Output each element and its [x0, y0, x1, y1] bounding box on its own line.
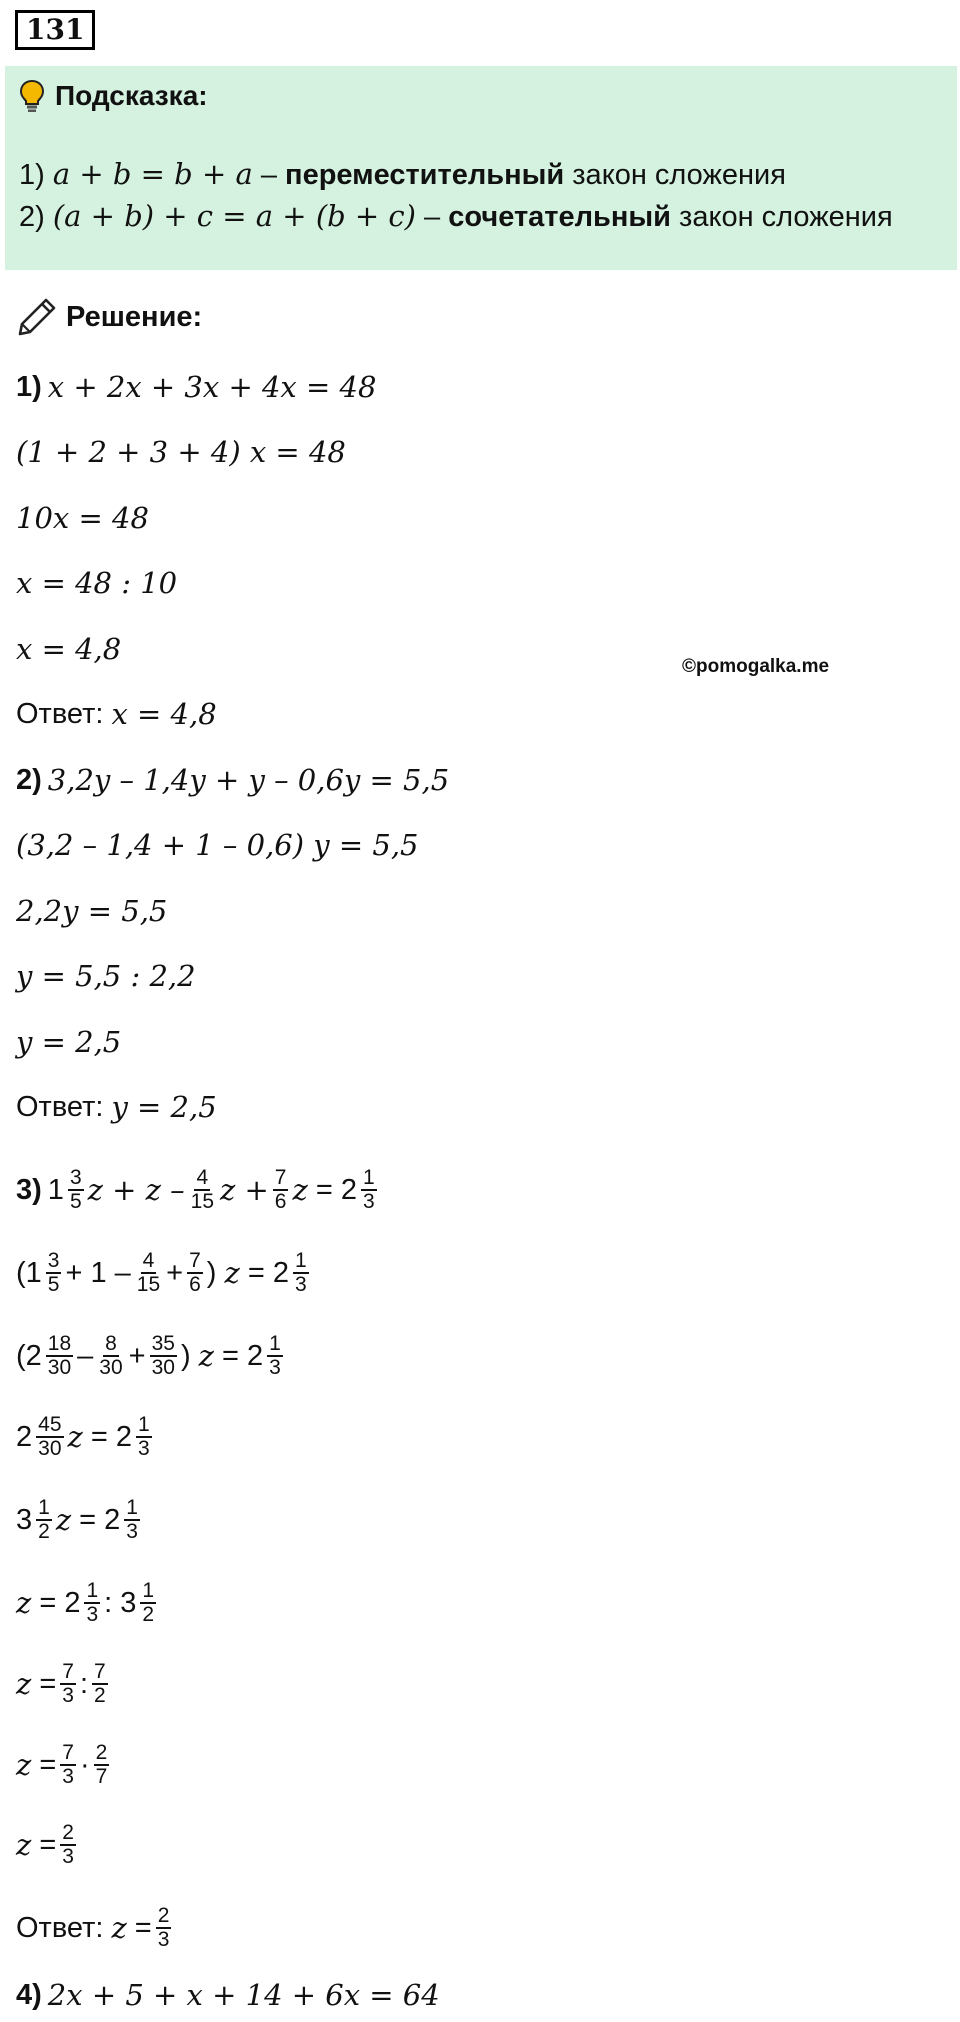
p3-line-2: (1 $\frac{3}{5}$ + 1 – $\frac{4}{15}$ + $\frac{7}{6}$ ) z = 2 $\frac{1}{3}$: [16, 1249, 307, 1296]
p3-line-3: (2 $\frac{18}{30}$ – $\frac{8}{30}$ + $\frac{35}{30}$ ) z = 2 $\frac{1}{3}$: [16, 1332, 281, 1379]
fraction: $\frac{4}{15}$: [136, 1249, 161, 1296]
p1-line-5: x = 4,8: [16, 632, 122, 666]
fraction: $\frac{1}{3}$: [137, 1413, 150, 1460]
p1-answer: Ответ: x = 4,8: [16, 697, 217, 731]
task-number: 131: [15, 10, 95, 50]
fraction: $\frac{1}{3}$: [126, 1496, 138, 1543]
p2-line-4: y = 5,5 : 2,2: [16, 959, 196, 993]
fraction: $\frac{35}{30}$: [151, 1332, 175, 1379]
p2-line-1: 2) 3,2y – 1,4y + y – 0,6y = 5,5: [16, 763, 450, 797]
p3-line-4: 2 $\frac{45}{30}$ z = 2 $\frac{1}{3}$: [16, 1413, 150, 1460]
hint-line-1: 1) a + b = b + a – переместительный закон сложения: [19, 157, 786, 191]
hint-formula-1: a + b = b + a: [52, 157, 253, 191]
fraction: $\frac{3}{5}$: [69, 1166, 82, 1213]
p2-line-3: 2,2y = 5,5: [16, 894, 168, 928]
hint-formula-2: (a + b) + c = a + (b + c): [52, 199, 416, 233]
p1-line-4: x = 48 : 10: [16, 566, 178, 600]
hint-line-2: 2) (a + b) + c = a + (b + c) – сочетательный закон сложения: [19, 199, 893, 233]
fraction: $\frac{7}{6}$: [274, 1166, 287, 1213]
fraction: $\frac{7}{3}$: [62, 1660, 74, 1707]
p3-answer: Ответ: z = $\frac{2}{3}$: [16, 1904, 170, 1951]
p3-line-6: z = 2 $\frac{1}{3}$ : 3 $\frac{1}{2}$: [16, 1579, 155, 1626]
fraction: $\frac{7}{6}$: [189, 1249, 201, 1296]
pencil-icon: [16, 296, 58, 338]
fraction: $\frac{4}{15}$: [190, 1166, 214, 1213]
watermark: ©pomogalka.me: [682, 656, 830, 677]
p2-line-2: (3,2 – 1,4 + 1 – 0,6) y = 5,5: [16, 828, 419, 862]
hint-box: [5, 66, 957, 270]
fraction: $\frac{2}{7}$: [95, 1741, 108, 1788]
solution-title: [16, 296, 202, 338]
p3-line-9: z = $\frac{2}{3}$: [16, 1821, 74, 1868]
p3-line-5: 3 $\frac{1}{2}$ z = 2 $\frac{1}{3}$: [16, 1496, 138, 1543]
p3-line-1: 3) 1 $\frac{3}{5}$ z + z – $\frac{4}{15}$ z + $\frac{7}{6}$ z = 2 $\frac{1}{3}$: [16, 1166, 375, 1213]
p3-line-7: z = $\frac{7}{3}$ : $\frac{7}{2}$: [16, 1660, 106, 1707]
fraction: $\frac{3}{5}$: [47, 1249, 60, 1296]
fraction: $\frac{18}{30}$: [47, 1332, 72, 1379]
p1-line-2: (1 + 2 + 3 + 4) x = 48: [16, 435, 346, 469]
solution-title-text: Решение:: [66, 300, 203, 333]
p2-answer: Ответ: y = 2,5: [16, 1090, 217, 1124]
fraction: $\frac{1}{3}$: [86, 1579, 99, 1626]
p1-line-3: 10x = 48: [16, 501, 149, 535]
fraction: $\frac{1}{2}$: [142, 1579, 155, 1626]
fraction: $\frac{7}{3}$: [62, 1741, 74, 1788]
fraction: $\frac{2}{3}$: [157, 1904, 170, 1951]
fraction: $\frac{1}{3}$: [269, 1332, 281, 1379]
fraction: $\frac{45}{30}$: [38, 1413, 62, 1460]
p4-line-1: 4) 2x + 5 + x + 14 + 6x = 64: [16, 1978, 440, 2012]
p2-line-5: y = 2,5: [16, 1025, 122, 1059]
p3-line-8: z = $\frac{7}{3}$ · $\frac{2}{7}$: [16, 1741, 108, 1788]
fraction: $\frac{2}{3}$: [62, 1821, 74, 1868]
fraction: $\frac{1}{2}$: [38, 1496, 50, 1543]
fraction: $\frac{1}{3}$: [362, 1166, 375, 1213]
p1-line-1: 1) x + 2x + 3x + 4x = 48: [16, 370, 377, 404]
hint-title: [19, 76, 208, 116]
fraction: $\frac{7}{2}$: [94, 1660, 106, 1707]
fraction: $\frac{8}{30}$: [99, 1332, 123, 1379]
hint-title-text: Подсказка:: [55, 80, 208, 111]
fraction: $\frac{1}{3}$: [294, 1249, 307, 1296]
lightbulb-icon: [19, 79, 45, 113]
